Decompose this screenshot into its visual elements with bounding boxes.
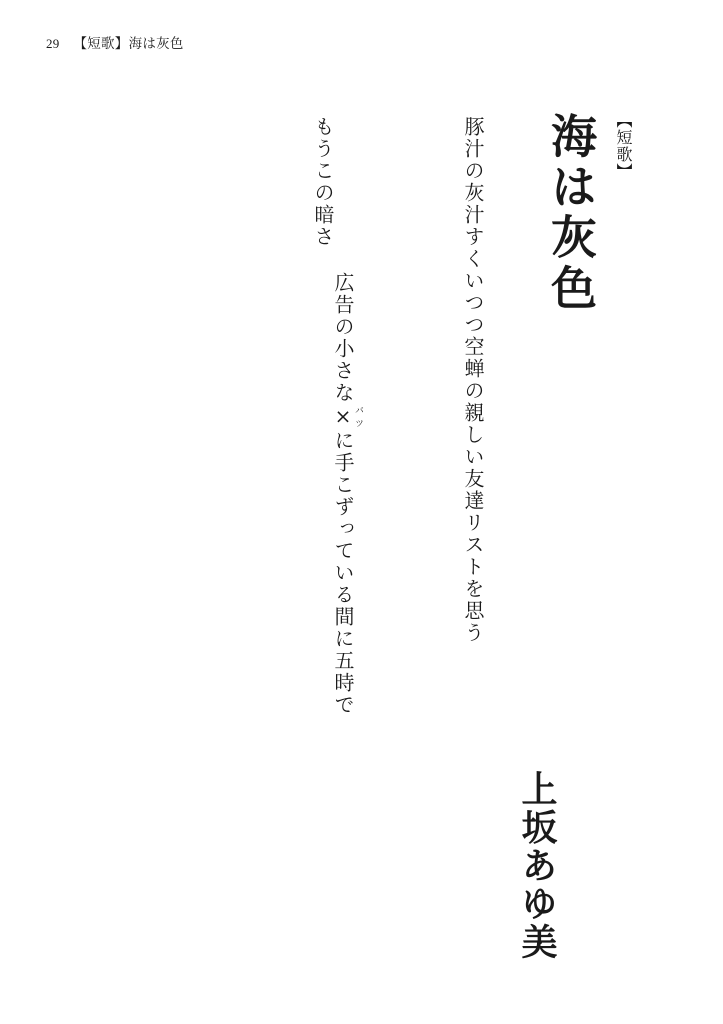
poem-body [293,116,483,716]
poem-ruby-base: × [331,404,355,430]
running-head-title: 【短歌】海は灰色 [73,36,184,52]
author-name: 上坂あゆ美 [516,770,557,961]
poem-line [293,116,383,716]
poem-line-1-part-a: 広告の小さな [331,272,355,404]
poem-ruby-text: バツ [353,404,363,430]
poem-ruby-batsu [331,404,363,430]
article-title: 海は灰色 [544,112,598,315]
running-head [46,32,184,52]
poem-line: 豚汁の灰汁すくいつつ空蝉の親しい友達リストを思う [461,116,485,644]
poem-line-1-part-b: に手こずっている間に五時でもうこの暗さ [311,116,355,716]
genre-label: 【短歌】 [614,112,633,180]
page-number: 29 [46,36,60,51]
